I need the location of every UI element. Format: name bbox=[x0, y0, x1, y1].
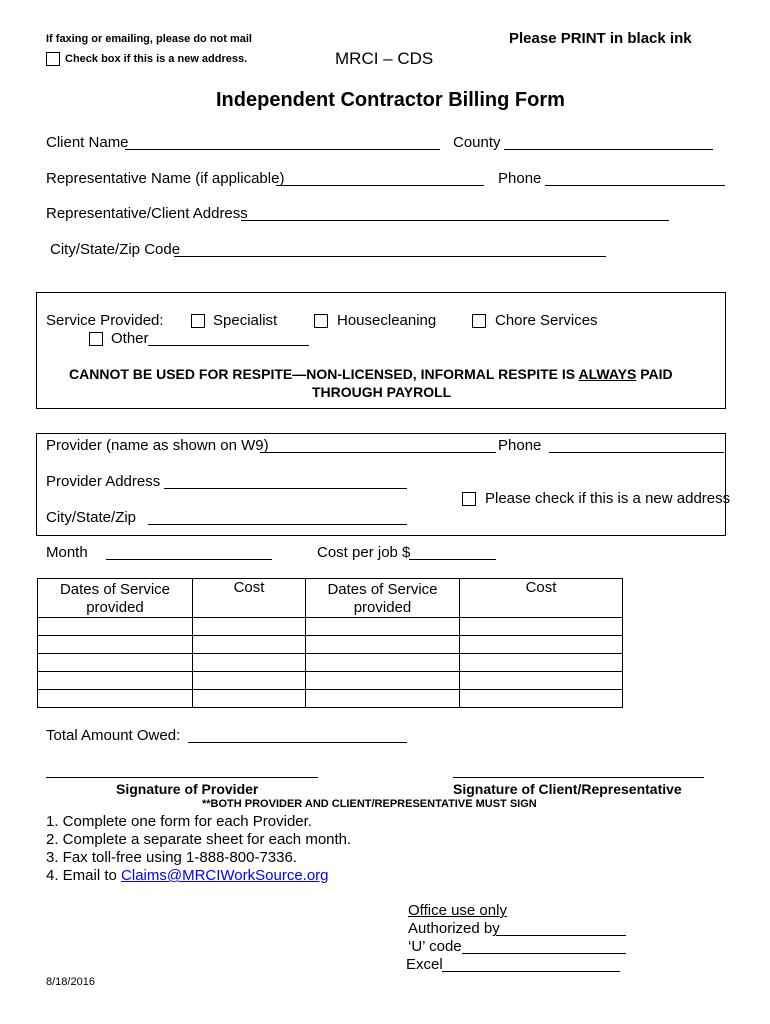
fax-note: If faxing or emailing, please do not mail bbox=[46, 33, 252, 45]
client-city-state-zip-field[interactable] bbox=[174, 256, 606, 257]
org-name: MRCI – CDS bbox=[335, 49, 434, 68]
cost-per-job-label: Cost per job $ bbox=[317, 544, 411, 561]
office-use-heading: Office use only bbox=[408, 902, 507, 919]
provider-address-label: Provider Address bbox=[46, 473, 161, 490]
provider-name-field[interactable] bbox=[260, 452, 496, 453]
client-address-field[interactable] bbox=[241, 220, 669, 221]
both-must-sign-note: **BOTH PROVIDER AND CLIENT/REPRESENTATIVE MUST SIGN bbox=[202, 798, 537, 810]
client-signature-field[interactable] bbox=[453, 777, 704, 778]
representative-name-field[interactable] bbox=[276, 185, 484, 186]
dates-of-service-header-2: Dates of Service provided bbox=[306, 579, 460, 618]
u-code-label: ‘U’ code bbox=[408, 938, 462, 955]
page-title: Independent Contractor Billing Form bbox=[216, 89, 565, 111]
client-city-state-zip-label: City/State/Zip Code bbox=[50, 241, 181, 258]
service-provided-label: Service Provided: bbox=[46, 312, 164, 329]
new-address-checkbox[interactable] bbox=[46, 52, 60, 66]
table-row bbox=[38, 654, 623, 672]
service-dates-table bbox=[37, 578, 623, 708]
table-row bbox=[38, 636, 623, 654]
instruction-2: 2. Complete a separate sheet for each month. bbox=[46, 831, 352, 848]
specialist-label: Specialist bbox=[213, 312, 278, 329]
housecleaning-checkbox[interactable] bbox=[314, 314, 328, 328]
instruction-1: 1. Complete one form for each Provider. bbox=[46, 813, 312, 830]
other-field[interactable] bbox=[148, 345, 309, 346]
new-address-check-label: Check box if this is a new address. bbox=[65, 53, 248, 65]
cost-header-2: Cost bbox=[460, 579, 623, 618]
email-link[interactable]: Claims@MRCIWorkSource.org bbox=[121, 867, 329, 884]
provider-new-address-checkbox[interactable] bbox=[462, 492, 476, 506]
print-note: Please PRINT in black ink bbox=[509, 30, 692, 47]
table-row bbox=[38, 672, 623, 690]
authorized-by-field[interactable] bbox=[496, 935, 626, 936]
respite-warning: CANNOT BE USED FOR RESPITE—NON-LICENSED, INFORMAL RESPITE IS ALWAYS PAID bbox=[69, 366, 673, 382]
instruction-4: 4. Email to Claims@MRCIWorkSource.org bbox=[46, 867, 329, 884]
total-amount-label: Total Amount Owed: bbox=[46, 727, 181, 744]
cost-per-job-field[interactable] bbox=[409, 559, 496, 560]
total-amount-field[interactable] bbox=[188, 742, 407, 743]
county-field[interactable] bbox=[504, 149, 713, 150]
specialist-checkbox[interactable] bbox=[191, 314, 205, 328]
excel-field[interactable] bbox=[442, 971, 620, 972]
instruction-3: 3. Fax toll-free using 1-888-800-7336. bbox=[46, 849, 297, 866]
table-row bbox=[38, 690, 623, 708]
footer-date: 8/18/2016 bbox=[46, 976, 95, 988]
respite-warning-line2: THROUGH PAYROLL bbox=[312, 384, 452, 400]
provider-phone-label: Phone bbox=[498, 437, 542, 454]
u-code-field[interactable] bbox=[462, 953, 626, 954]
client-name-label: Client Name bbox=[46, 134, 129, 151]
month-field[interactable] bbox=[106, 559, 272, 560]
other-checkbox[interactable] bbox=[89, 332, 103, 346]
representative-name-label: Representative Name (if applicable) bbox=[46, 170, 285, 187]
table-row bbox=[38, 618, 623, 636]
client-address-label: Representative/Client Address bbox=[46, 205, 248, 222]
housecleaning-label: Housecleaning bbox=[337, 312, 437, 329]
cost-header-1: Cost bbox=[193, 579, 306, 618]
client-signature-label: Signature of Client/Representative bbox=[453, 781, 682, 797]
month-label: Month bbox=[46, 544, 88, 561]
authorized-by-label: Authorized by bbox=[408, 920, 500, 937]
other-label: Other bbox=[111, 330, 149, 347]
provider-signature-label: Signature of Provider bbox=[116, 781, 259, 797]
excel-label: Excel bbox=[406, 956, 443, 973]
provider-address-field[interactable] bbox=[164, 488, 407, 489]
provider-phone-field[interactable] bbox=[549, 452, 724, 453]
provider-name-label: Provider (name as shown on W9) bbox=[46, 437, 269, 454]
rep-phone-label: Phone bbox=[498, 170, 542, 187]
county-label: County bbox=[453, 134, 501, 151]
chore-services-label: Chore Services bbox=[495, 312, 598, 329]
chore-services-checkbox[interactable] bbox=[472, 314, 486, 328]
dates-of-service-header-1: Dates of Service provided bbox=[38, 579, 193, 618]
client-name-field[interactable] bbox=[125, 149, 440, 150]
provider-signature-field[interactable] bbox=[46, 777, 318, 778]
provider-city-state-zip-field[interactable] bbox=[148, 524, 407, 525]
provider-new-address-label: Please check if this is a new address bbox=[485, 490, 731, 507]
provider-city-state-zip-label: City/State/Zip bbox=[46, 509, 137, 526]
rep-phone-field[interactable] bbox=[545, 185, 725, 186]
